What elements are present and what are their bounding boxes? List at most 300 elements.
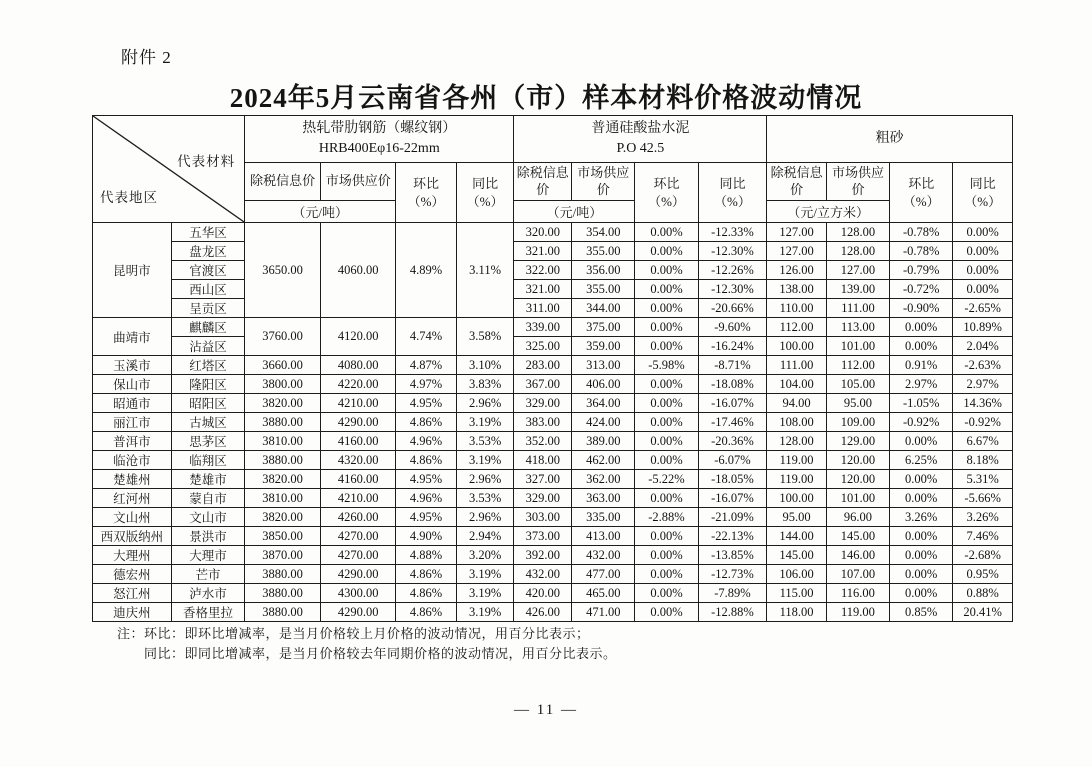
district-cell: 文山市	[171, 508, 244, 527]
sand-value-cell: 95.00	[767, 508, 827, 527]
steel-value-cell: 3.53%	[456, 489, 514, 508]
table-row	[93, 603, 1013, 622]
sand-value-cell: 0.00%	[890, 489, 953, 508]
sand-value-cell: 0.00%	[953, 242, 1013, 261]
sand-value-cell: 126.00	[767, 261, 827, 280]
sand-value-cell: 119.00	[767, 470, 827, 489]
sand-value-cell: 107.00	[826, 565, 889, 584]
steel-value-cell: 4.96%	[396, 489, 456, 508]
city-cell: 保山市	[93, 375, 172, 394]
steel-value-cell: 4.95%	[396, 508, 456, 527]
cement-value-cell: 432.00	[572, 546, 635, 565]
sand-value-cell: 20.41%	[953, 603, 1013, 622]
sand-value-cell: 145.00	[767, 546, 827, 565]
cement-value-cell: 0.00%	[635, 603, 698, 622]
cement-value-cell: 477.00	[572, 565, 635, 584]
table-row	[93, 489, 1013, 508]
cement-value-cell: 0.00%	[635, 261, 698, 280]
sand-value-cell: 5.31%	[953, 470, 1013, 489]
mom-label: 环比	[412, 175, 439, 191]
cement-value-cell: -21.09%	[698, 508, 767, 527]
steel-value-cell: 4.86%	[396, 584, 456, 603]
table-row	[93, 223, 1013, 242]
district-cell: 盘龙区	[171, 242, 244, 261]
steel-value-cell: 4290.00	[321, 413, 396, 432]
header-steel-mom	[396, 163, 456, 223]
steel-value-cell: 4160.00	[321, 470, 396, 489]
table-row	[93, 413, 1013, 432]
steel-value-cell: 3.19%	[456, 584, 514, 603]
sand-value-cell: -2.65%	[953, 299, 1013, 318]
attachment-label: 附件 2	[121, 48, 172, 67]
sand-value-cell: 3.26%	[953, 508, 1013, 527]
cement-value-cell: 392.00	[514, 546, 572, 565]
city-cell: 玉溪市	[93, 356, 172, 375]
table-row	[93, 242, 1013, 261]
cement-value-cell: 303.00	[514, 508, 572, 527]
district-cell: 五华区	[171, 223, 244, 242]
price-table	[92, 115, 1013, 622]
header-sand-info-price: 除税信息价	[767, 163, 827, 201]
mom-label: 环比	[908, 175, 935, 191]
sand-value-cell: 0.88%	[953, 584, 1013, 603]
cement-value-cell: 367.00	[514, 375, 572, 394]
sand-value-cell: 3.26%	[890, 508, 953, 527]
steel-value-cell: 3660.00	[245, 356, 321, 375]
steel-value-cell: 4.86%	[396, 413, 456, 432]
cement-value-cell: 0.00%	[635, 375, 698, 394]
sand-value-cell: 129.00	[826, 432, 889, 451]
steel-value-cell: 4.74%	[396, 318, 456, 356]
steel-value-cell: 4.86%	[396, 565, 456, 584]
table-row	[93, 299, 1013, 318]
sand-value-cell: 118.00	[767, 603, 827, 622]
sand-value-cell: 96.00	[826, 508, 889, 527]
cement-value-cell: 471.00	[572, 603, 635, 622]
cement-value-cell: 311.00	[514, 299, 572, 318]
cement-value-cell: -16.24%	[698, 337, 767, 356]
city-cell: 大理州	[93, 546, 172, 565]
cement-value-cell: 0.00%	[635, 299, 698, 318]
district-cell: 泸水市	[171, 584, 244, 603]
cement-value-cell: 0.00%	[635, 413, 698, 432]
header-cement-info-price: 除税信息价	[514, 163, 572, 201]
steel-value-cell: 3880.00	[245, 413, 321, 432]
sand-value-cell: 0.00%	[890, 318, 953, 337]
table-row	[93, 261, 1013, 280]
cement-value-cell: 383.00	[514, 413, 572, 432]
steel-value-cell: 4.90%	[396, 527, 456, 546]
steel-value-cell: 4120.00	[321, 318, 396, 356]
cement-value-cell: -18.05%	[698, 470, 767, 489]
steel-value-cell: 4.87%	[396, 356, 456, 375]
cement-value-cell: 375.00	[572, 318, 635, 337]
cement-value-cell: -8.71%	[698, 356, 767, 375]
header-sand-yoy	[953, 163, 1013, 223]
sand-value-cell: -2.68%	[953, 546, 1013, 565]
sand-value-cell: 111.00	[826, 299, 889, 318]
footnotes	[117, 624, 617, 664]
sand-value-cell: 0.00%	[890, 527, 953, 546]
unit-cement: （元/吨）	[514, 201, 635, 223]
city-cell: 昭通市	[93, 394, 172, 413]
sand-value-cell: 111.00	[767, 356, 827, 375]
sand-value-cell: 100.00	[767, 337, 827, 356]
material-cement-spec: P.O 42.5	[616, 141, 665, 156]
sand-value-cell: 2.04%	[953, 337, 1013, 356]
header-cement-market-price: 市场供应价	[572, 163, 635, 201]
sand-value-cell: 2.97%	[953, 375, 1013, 394]
cement-value-cell: 339.00	[514, 318, 572, 337]
steel-value-cell: 3.19%	[456, 565, 514, 584]
city-cell: 西双版纳州	[93, 527, 172, 546]
district-cell: 景洪市	[171, 527, 244, 546]
city-cell: 迪庆州	[93, 603, 172, 622]
steel-value-cell: 3880.00	[245, 451, 321, 470]
steel-value-cell: 3.10%	[456, 356, 514, 375]
cement-value-cell: 354.00	[572, 223, 635, 242]
table-row	[93, 565, 1013, 584]
steel-value-cell: 3760.00	[245, 318, 321, 356]
steel-value-cell: 4210.00	[321, 489, 396, 508]
sand-value-cell: 106.00	[767, 565, 827, 584]
district-cell: 官渡区	[171, 261, 244, 280]
sand-value-cell: 14.36%	[953, 394, 1013, 413]
steel-value-cell: 3.19%	[456, 603, 514, 622]
cement-value-cell: -9.60%	[698, 318, 767, 337]
city-cell: 昆明市	[93, 223, 172, 318]
cement-value-cell: 465.00	[572, 584, 635, 603]
header-steel-market-price: 市场供应价	[321, 163, 396, 201]
sand-value-cell: 128.00	[767, 432, 827, 451]
pct-label: （%）	[407, 193, 445, 209]
district-cell: 呈贡区	[171, 299, 244, 318]
sand-value-cell: 112.00	[767, 318, 827, 337]
cement-value-cell: 321.00	[514, 242, 572, 261]
district-cell: 隆阳区	[171, 375, 244, 394]
cement-value-cell: -12.30%	[698, 280, 767, 299]
sand-value-cell: 105.00	[826, 375, 889, 394]
sand-value-cell: 6.67%	[953, 432, 1013, 451]
sand-value-cell: 146.00	[826, 546, 889, 565]
sand-value-cell: 0.00%	[890, 546, 953, 565]
cement-value-cell: -5.98%	[635, 356, 698, 375]
cement-value-cell: 0.00%	[635, 318, 698, 337]
steel-value-cell: 4.89%	[396, 223, 456, 318]
steel-value-cell: 3820.00	[245, 508, 321, 527]
district-cell: 沾益区	[171, 337, 244, 356]
sand-value-cell: 120.00	[826, 451, 889, 470]
sand-value-cell: 119.00	[826, 603, 889, 622]
steel-value-cell: 4290.00	[321, 603, 396, 622]
district-cell: 香格里拉	[171, 603, 244, 622]
cement-value-cell: -12.73%	[698, 565, 767, 584]
cement-value-cell: -2.88%	[635, 508, 698, 527]
table-row	[93, 394, 1013, 413]
unit-sand: （元/立方米）	[767, 201, 890, 223]
material-sand-name: 粗砂	[875, 130, 904, 146]
cement-value-cell: 418.00	[514, 451, 572, 470]
material-steel-name: 热轧带肋钢筋（螺纹钢）	[302, 120, 457, 136]
steel-value-cell: 4080.00	[321, 356, 396, 375]
sand-value-cell: -1.05%	[890, 394, 953, 413]
cement-value-cell: 325.00	[514, 337, 572, 356]
cement-value-cell: 335.00	[572, 508, 635, 527]
header-cement-yoy	[698, 163, 767, 223]
sand-value-cell: 0.00%	[890, 565, 953, 584]
steel-value-cell: 3820.00	[245, 394, 321, 413]
cement-value-cell: 363.00	[572, 489, 635, 508]
district-cell: 红塔区	[171, 356, 244, 375]
steel-value-cell: 3.53%	[456, 432, 514, 451]
table-row	[93, 318, 1013, 337]
cement-value-cell: 0.00%	[635, 584, 698, 603]
city-cell: 丽江市	[93, 413, 172, 432]
sand-value-cell: -0.92%	[953, 413, 1013, 432]
note-lines	[144, 624, 617, 664]
mom-label: 环比	[653, 175, 680, 191]
sand-value-cell: 6.25%	[890, 451, 953, 470]
steel-value-cell: 3.20%	[456, 546, 514, 565]
yoy-label: 同比	[719, 175, 746, 191]
cement-value-cell: 0.00%	[635, 337, 698, 356]
pct-label: （%）	[648, 193, 685, 209]
city-cell: 文山州	[93, 508, 172, 527]
cement-value-cell: 0.00%	[635, 242, 698, 261]
steel-value-cell: 3.19%	[456, 413, 514, 432]
cement-value-cell: -17.46%	[698, 413, 767, 432]
steel-value-cell: 3810.00	[245, 432, 321, 451]
table-row	[93, 280, 1013, 299]
steel-value-cell: 4.95%	[396, 394, 456, 413]
cement-value-cell: 283.00	[514, 356, 572, 375]
table-row	[93, 584, 1013, 603]
cement-value-cell: -20.66%	[698, 299, 767, 318]
sand-value-cell: -0.78%	[890, 242, 953, 261]
material-header-steel	[245, 116, 514, 163]
corner-region-label: 代表地区	[100, 190, 158, 205]
steel-value-cell: 3850.00	[245, 527, 321, 546]
cement-value-cell: -13.85%	[698, 546, 767, 565]
steel-value-cell: 4270.00	[321, 546, 396, 565]
cement-value-cell: -6.07%	[698, 451, 767, 470]
cement-value-cell: 0.00%	[635, 432, 698, 451]
yoy-label: 同比	[969, 175, 996, 191]
sand-value-cell: -0.90%	[890, 299, 953, 318]
steel-value-cell: 4320.00	[321, 451, 396, 470]
sand-value-cell: 0.95%	[953, 565, 1013, 584]
note-line: 同比：即同比增减率，是当月价格较去年同期价格的波动情况，用百分比表示。	[144, 646, 617, 662]
steel-value-cell: 3.83%	[456, 375, 514, 394]
sand-value-cell: 119.00	[767, 451, 827, 470]
corner-material-label: 代表材料	[177, 154, 236, 169]
sand-value-cell: 101.00	[826, 337, 889, 356]
sand-value-cell: 0.00%	[890, 584, 953, 603]
cement-value-cell: 352.00	[514, 432, 572, 451]
district-cell: 古城区	[171, 413, 244, 432]
table-row	[93, 375, 1013, 394]
district-cell: 昭阳区	[171, 394, 244, 413]
pct-label: （%）	[902, 193, 940, 209]
sand-value-cell: -0.78%	[890, 223, 953, 242]
table-row	[93, 451, 1013, 470]
steel-value-cell: 4060.00	[321, 223, 396, 318]
pct-label: （%）	[714, 193, 751, 209]
cement-value-cell: 322.00	[514, 261, 572, 280]
sand-value-cell: 10.89%	[953, 318, 1013, 337]
sand-value-cell: 144.00	[767, 527, 827, 546]
steel-value-cell: 3.19%	[456, 451, 514, 470]
sand-value-cell: 100.00	[767, 489, 827, 508]
cement-value-cell: 364.00	[572, 394, 635, 413]
unit-steel: （元/吨）	[245, 201, 396, 223]
steel-value-cell: 3880.00	[245, 584, 321, 603]
pct-label: （%）	[964, 193, 1002, 209]
city-cell: 临沧市	[93, 451, 172, 470]
steel-value-cell: 4220.00	[321, 375, 396, 394]
sand-value-cell: 128.00	[826, 223, 889, 242]
cement-value-cell: -22.13%	[698, 527, 767, 546]
sand-value-cell: 0.85%	[890, 603, 953, 622]
cement-value-cell: 0.00%	[635, 565, 698, 584]
cement-value-cell: 0.00%	[635, 489, 698, 508]
sand-value-cell: 115.00	[767, 584, 827, 603]
cement-value-cell: 413.00	[572, 527, 635, 546]
table-row	[93, 470, 1013, 489]
city-cell: 红河州	[93, 489, 172, 508]
sand-value-cell: 0.00%	[953, 261, 1013, 280]
cement-value-cell: -12.26%	[698, 261, 767, 280]
district-cell: 思茅区	[171, 432, 244, 451]
city-cell: 普洱市	[93, 432, 172, 451]
steel-value-cell: 4300.00	[321, 584, 396, 603]
material-header-sand	[767, 116, 1013, 163]
steel-value-cell: 3.58%	[456, 318, 514, 356]
yoy-label: 同比	[472, 175, 499, 191]
cement-value-cell: 0.00%	[635, 280, 698, 299]
table-row	[93, 356, 1013, 375]
sand-value-cell: 101.00	[826, 489, 889, 508]
sand-value-cell: 145.00	[826, 527, 889, 546]
header-steel-info-price: 除税信息价	[245, 163, 321, 201]
cement-value-cell: -12.88%	[698, 603, 767, 622]
steel-value-cell: 4.86%	[396, 451, 456, 470]
steel-value-cell: 3880.00	[245, 603, 321, 622]
table-row	[93, 337, 1013, 356]
sand-value-cell: -0.92%	[890, 413, 953, 432]
cement-value-cell: 320.00	[514, 223, 572, 242]
corner-header-cell	[93, 116, 245, 223]
city-cell: 怒江州	[93, 584, 172, 603]
sand-value-cell: 139.00	[826, 280, 889, 299]
cement-value-cell: -18.08%	[698, 375, 767, 394]
cement-value-cell: -7.89%	[698, 584, 767, 603]
district-cell: 大理市	[171, 546, 244, 565]
note-line: 环比：即环比增减率，是当月价格较上月价格的波动情况，用百分比表示；	[144, 626, 590, 641]
district-cell: 麒麟区	[171, 318, 244, 337]
table-row	[93, 508, 1013, 527]
sand-value-cell: 0.00%	[890, 470, 953, 489]
sand-value-cell: 127.00	[826, 261, 889, 280]
cement-value-cell: 0.00%	[635, 223, 698, 242]
table-row	[93, 527, 1013, 546]
steel-value-cell: 4.96%	[396, 432, 456, 451]
cement-value-cell: -16.07%	[698, 394, 767, 413]
cement-value-cell: 329.00	[514, 394, 572, 413]
header-sand-market-price: 市场供应价	[826, 163, 889, 201]
district-cell: 芒市	[171, 565, 244, 584]
steel-value-cell: 4.97%	[396, 375, 456, 394]
material-steel-spec: HRB400Eφ16-22mm	[318, 141, 440, 156]
cement-value-cell: 313.00	[572, 356, 635, 375]
sand-value-cell: -2.63%	[953, 356, 1013, 375]
sand-value-cell: 127.00	[767, 242, 827, 261]
header-steel-yoy	[456, 163, 514, 223]
steel-value-cell: 3880.00	[245, 565, 321, 584]
sand-value-cell: 127.00	[767, 223, 827, 242]
table-body	[93, 223, 1013, 622]
page-title: 2024年5月云南省各州（市）样本材料价格波动情况	[229, 83, 863, 113]
sand-value-cell: 113.00	[826, 318, 889, 337]
sand-value-cell: 109.00	[826, 413, 889, 432]
pct-label: （%）	[466, 193, 504, 209]
header-cement-mom	[635, 163, 698, 223]
sand-value-cell: -5.66%	[953, 489, 1013, 508]
cement-value-cell: 389.00	[572, 432, 635, 451]
sand-value-cell: 0.00%	[953, 223, 1013, 242]
cement-value-cell: 406.00	[572, 375, 635, 394]
steel-value-cell: 3650.00	[245, 223, 321, 318]
cement-value-cell: 355.00	[572, 280, 635, 299]
sand-value-cell: 128.00	[826, 242, 889, 261]
steel-value-cell: 4210.00	[321, 394, 396, 413]
steel-value-cell: 4.95%	[396, 470, 456, 489]
steel-value-cell: 2.96%	[456, 394, 514, 413]
page-number: — 11 —	[514, 702, 578, 718]
cement-value-cell: 426.00	[514, 603, 572, 622]
sand-value-cell: 112.00	[826, 356, 889, 375]
sand-value-cell: -0.79%	[890, 261, 953, 280]
city-cell: 德宏州	[93, 565, 172, 584]
material-cement-name: 普通硅酸盐水泥	[591, 120, 690, 136]
steel-value-cell: 2.96%	[456, 508, 514, 527]
material-header-cement	[514, 116, 767, 163]
city-cell: 曲靖市	[93, 318, 172, 356]
cement-value-cell: 344.00	[572, 299, 635, 318]
cement-value-cell: -5.22%	[635, 470, 698, 489]
sand-value-cell: 8.18%	[953, 451, 1013, 470]
sand-value-cell: -0.72%	[890, 280, 953, 299]
cement-value-cell: 355.00	[572, 242, 635, 261]
cement-value-cell: 329.00	[514, 489, 572, 508]
city-cell: 楚雄州	[93, 470, 172, 489]
sand-value-cell: 108.00	[767, 413, 827, 432]
steel-value-cell: 4.88%	[396, 546, 456, 565]
sand-value-cell: 104.00	[767, 375, 827, 394]
steel-value-cell: 4160.00	[321, 432, 396, 451]
cement-value-cell: 432.00	[514, 565, 572, 584]
sand-value-cell: 2.97%	[890, 375, 953, 394]
table-row	[93, 432, 1013, 451]
steel-value-cell: 3.11%	[456, 223, 514, 318]
sand-value-cell: 0.00%	[890, 432, 953, 451]
cement-value-cell: 462.00	[572, 451, 635, 470]
steel-value-cell: 4260.00	[321, 508, 396, 527]
steel-value-cell: 3810.00	[245, 489, 321, 508]
cement-value-cell: 420.00	[514, 584, 572, 603]
header-sand-mom	[890, 163, 953, 223]
sand-value-cell: 110.00	[767, 299, 827, 318]
